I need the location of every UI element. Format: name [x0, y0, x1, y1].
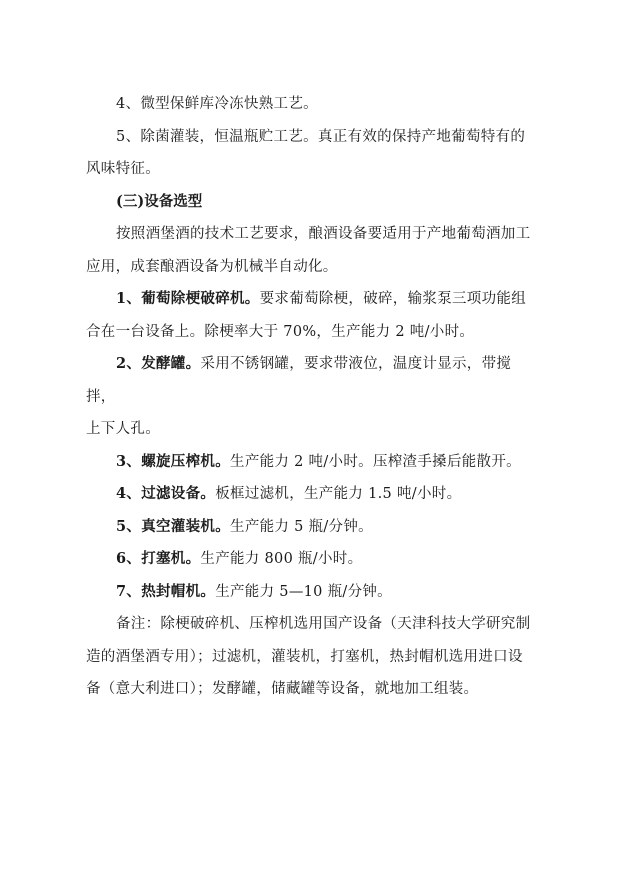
equipment-item-6 — [86, 543, 534, 576]
item-text: 微型保鲜库冷冻快熟工艺。 — [140, 96, 318, 112]
equipment-name: 真空灌装机。 — [141, 517, 231, 535]
equipment-item-2 — [86, 348, 534, 446]
equipment-desc-line1: 要求葡萄除梗，破碎，输浆泵三项功能组 — [259, 291, 527, 307]
item-number: 4、 — [116, 96, 141, 112]
equipment-item-5 — [86, 511, 534, 544]
item-number: 7、 — [116, 582, 142, 600]
equipment-item-4 — [86, 478, 534, 511]
process-item-4 — [86, 88, 534, 121]
item-number: 3、 — [116, 452, 142, 470]
equipment-desc: 生产能力 5—10 瓶/分钟。 — [215, 583, 392, 600]
equipment-name: 螺旋压榨机。 — [141, 452, 231, 470]
item-number: 6、 — [116, 550, 142, 567]
equipment-name: 葡萄除梗破碎机。 — [141, 290, 260, 307]
item-text-line2: 风味特征。 — [86, 161, 160, 177]
note-line2: 造的酒堡酒专用）；过滤机，灌装机，打塞机，热封帽机选用进口设 — [86, 648, 523, 665]
equipment-desc-line2: 上下人孔。 — [86, 421, 160, 437]
equipment-item-7 — [86, 576, 534, 609]
equipment-item-3 — [86, 446, 534, 479]
item-number: 4、 — [116, 485, 142, 502]
intro-line2: 应用，成套酿酒设备为机械半自动化。 — [86, 258, 338, 275]
note-paragraph — [86, 608, 534, 706]
equipment-name: 发酵罐。 — [141, 355, 201, 372]
note-line1: 备注：除梗破碎机、压榨机选用国产设备（天津科技大学研究制 — [116, 616, 531, 632]
equipment-desc-line2: 合在一台设备上。除梗率大于 70%，生产能力 2 吨/小时。 — [86, 323, 475, 340]
intro-line1: 按照酒堡酒的技术工艺要求，酿酒设备要适用于产地葡萄酒加工 — [116, 226, 531, 242]
item-number: 1、 — [116, 290, 142, 307]
equipment-desc: 板框过滤机，生产能力 1.5 吨/小时。 — [215, 486, 462, 502]
equipment-name: 过滤设备。 — [141, 485, 216, 502]
equipment-name: 热封帽机。 — [141, 582, 216, 600]
equipment-desc: 生产能力 800 瓶/小时。 — [200, 551, 363, 567]
equipment-desc: 生产能力 5 瓶/分钟。 — [230, 518, 373, 535]
section-heading: (三)设备选型 — [116, 192, 203, 210]
document-body — [86, 88, 534, 706]
process-item-5 — [86, 121, 534, 186]
item-number: 5、 — [116, 517, 142, 535]
equipment-name: 打塞机。 — [141, 550, 201, 567]
note-line3: 备（意大利进口）；发酵罐，储藏罐等设备，就地加工组装。 — [86, 681, 479, 697]
item-number: 5、 — [116, 128, 141, 145]
equipment-desc: 生产能力 2 吨/小时。压榨渣手搡后能散开。 — [230, 453, 521, 470]
item-text-line1: 除菌灌装，恒温瓶贮工艺。真正有效的保持产地葡萄特有的 — [140, 128, 526, 145]
item-number: 2、 — [116, 355, 142, 372]
section-intro — [86, 218, 534, 283]
equipment-item-1 — [86, 283, 534, 348]
equipment-desc-line1: 采用不锈钢罐，要求带液位，温度计显示，带搅拌， — [86, 356, 512, 405]
